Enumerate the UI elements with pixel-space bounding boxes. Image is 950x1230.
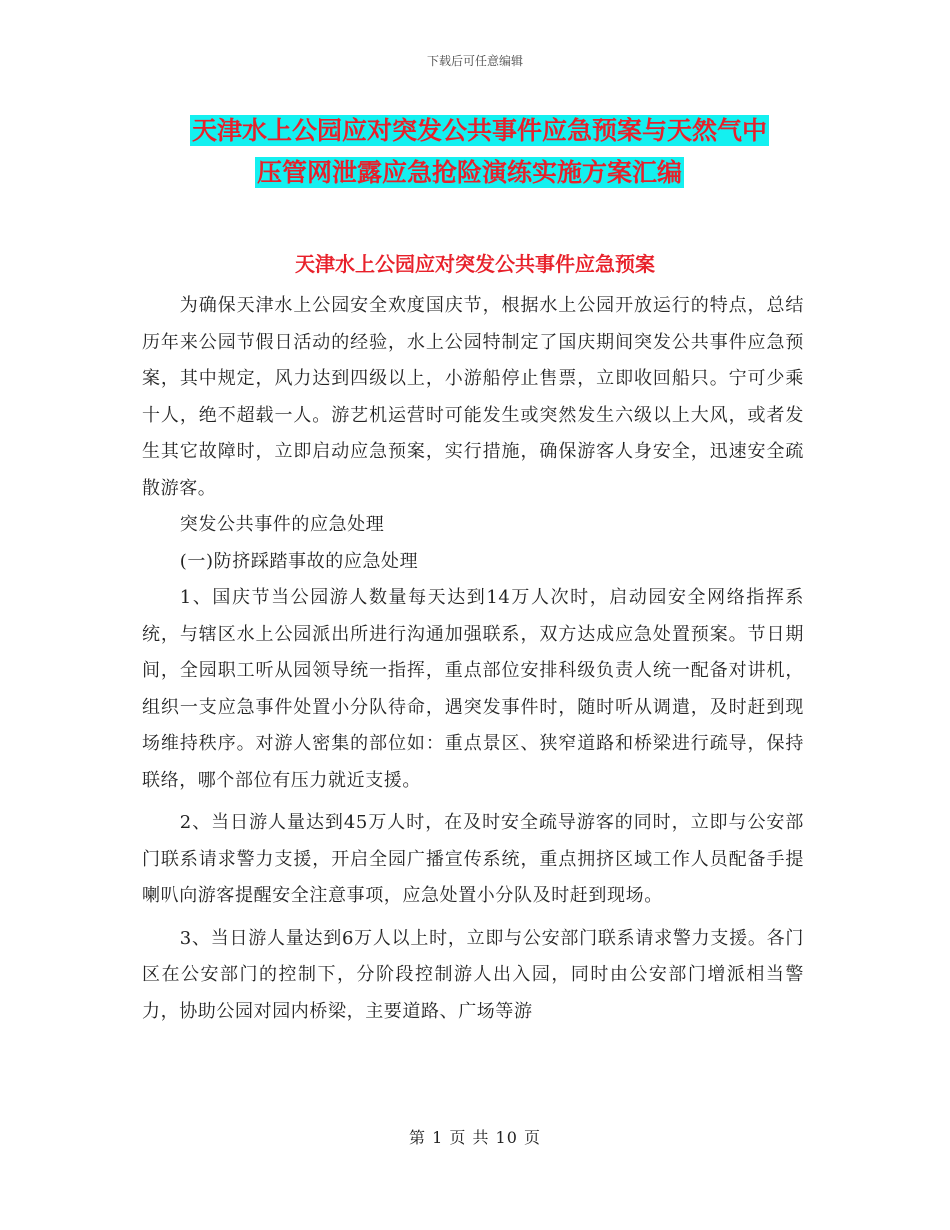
document-title: [190, 110, 810, 194]
paragraph-item-1: 1、国庆节当公园游人数量每天达到14万人次时，启动园安全网络指挥系统，与辖区水上公园派出所进行沟通加强联系，双方达成应急处置预案。节日期间，全园职工听从园领导统一指挥，重点部位安排科级负责人统一配备对讲机，组织一支应急事件处置小分队待命，遇突发事件时，随时听从调遣，及时赶到现场维持秩序。对游人密集的部位如：重点景区、狭窄道路和桥梁进行疏导，保持联络，哪个部位有压力就近支援。: [142, 587, 804, 791]
document-body: [142, 288, 804, 1030]
title-line-1: 天津水上公园应对突发公共事件应急预案与天然气中: [192, 116, 768, 145]
paragraph-subheading: (一)防挤踩踏事故的应急处理: [179, 550, 419, 572]
paragraph-intro: 为确保天津水上公园安全欢度国庆节，根据水上公园开放运行的特点，总结历年来公园节假日活动的经验，水上公园特制定了国庆期间突发公共事件应急预案，其中规定，风力达到四级以上，小游船停止售票，立即收回船只。宁可少乘十人，绝不超载一人。游艺机运营时可能发生或突然发生六级以上大风，或者发生其它故障时，立即启动应急预案，实行措施，确保游客人身安全，迅速安全疏散游客。: [142, 295, 804, 499]
title-line-2: 压管网泄露应急抢险演练实施方案汇编: [257, 158, 683, 187]
section-title: 天津水上公园应对突发公共事件应急预案: [295, 252, 655, 276]
header-note: 下载后可任意编辑: [426, 54, 523, 68]
paragraph-item-2: 2、当日游人量达到45万人时，在及时安全疏导游客的同时，立即与公安部门联系请求警力支援，开启全园广播宣传系统，重点拥挤区域工作人员配备手提喇叭向游客提醒安全注意事项，应急处置小分队及时赶到现场。: [142, 812, 804, 906]
paragraph-heading: 突发公共事件的应急处理: [179, 514, 385, 535]
page-number: 第 1 页 共 10 页: [409, 1128, 541, 1147]
paragraph-item-3: 3、当日游人量达到6万人以上时，立即与公安部门联系请求警力支援。各门区在公安部门的控制下，分阶段控制游人出入园，同时由公安部门增派相当警力，协助公园对园内桥梁，主要道路、广场等游: [142, 927, 804, 1022]
